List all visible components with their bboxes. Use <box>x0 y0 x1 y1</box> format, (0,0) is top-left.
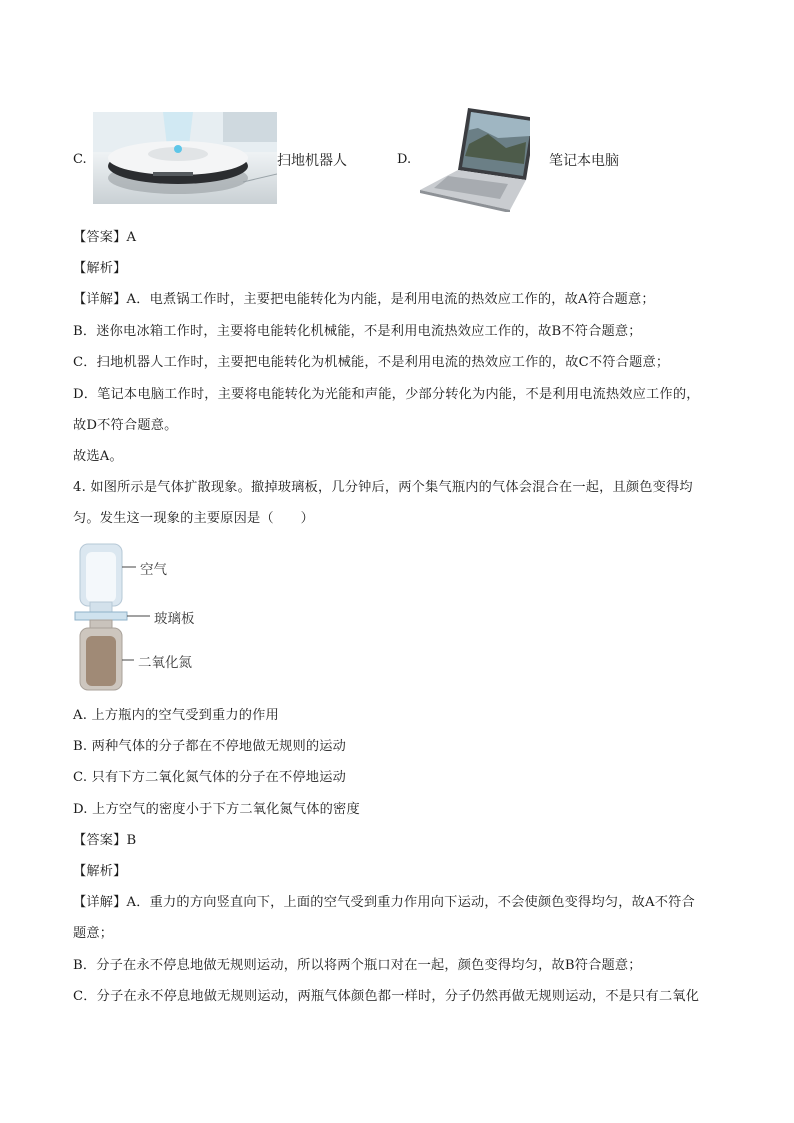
q4-detail-line: 【详解】A．重力的方向竖直向下，上面的空气受到重力作用向下运动，不会使颜色变得均匀，故A不符合 <box>73 895 695 910</box>
q3-detail-line: 故选A。 <box>73 449 123 464</box>
option-d-letter: D. <box>397 152 412 167</box>
q3-detail-line: 【详解】A．电煮锅工作时，主要把电能转化为内能，是利用电流的热效应工作的，故A符合题意； <box>73 292 655 307</box>
robot-vacuum-image <box>93 112 277 204</box>
q3-detail-line: 故D不符合题意。 <box>73 418 178 433</box>
q4-option-d: D. 上方空气的密度小于下方二氧化氮气体的密度 <box>73 802 360 817</box>
q3-detail-line: D．笔记本电脑工作时，主要将电能转化为光能和声能，少部分转化为内能，不是利用电流热效应工作的， <box>73 387 700 402</box>
q4-stem-line: 匀。发生这一现象的主要原因是（ ） <box>73 511 314 526</box>
label-air: 空气 <box>140 562 167 578</box>
laptop-image <box>418 104 530 212</box>
q3-detail-line: B．迷你电冰箱工作时，主要将电能转化机械能，不是利用电流热效应工作的，故B不符合题意； <box>73 324 642 339</box>
q3-detail-line: C．扫地机器人工作时，主要把电能转化为机械能，不是利用电流的热效应工作的，故C不符合题意； <box>73 355 670 370</box>
q4-detail-line: B．分子在永不停息地做无规则运动，所以将两个瓶口对在一起，颜色变得均匀，故B符合题意； <box>73 958 642 973</box>
q4-option-c: C. 只有下方二氧化氮气体的分子在不停地运动 <box>73 770 346 785</box>
q4-option-b: B. 两种气体的分子都在不停地做无规则的运动 <box>73 739 347 754</box>
label-nitrogen-dioxide: 二氧化氮 <box>138 655 192 671</box>
option-c-letter: C. <box>73 152 87 167</box>
q3-analysis-heading: 【解析】 <box>73 261 127 276</box>
option-c-label: 扫地机器人 <box>277 153 347 169</box>
q4-stem-line: 4. 如图所示是气体扩散现象。撤掉玻璃板，几分钟后，两个集气瓶内的气体会混合在一起，且颜色变得均 <box>73 480 693 495</box>
gas-diffusion-diagram <box>70 540 270 700</box>
q4-analysis-heading: 【解析】 <box>73 864 127 879</box>
q4-detail-line: 题意； <box>73 926 114 941</box>
q4-answer: 【答案】B <box>73 833 137 848</box>
option-d-label: 笔记本电脑 <box>549 153 619 169</box>
q4-detail-line: C．分子在永不停息地做无规则运动，两瓶气体颜色都一样时，分子仍然再做无规则运动，不是只有二氧化 <box>73 989 700 1004</box>
q4-option-a: A. 上方瓶内的空气受到重力的作用 <box>73 708 279 723</box>
q3-answer: 【答案】A <box>73 230 137 245</box>
label-glass-plate: 玻璃板 <box>154 611 195 627</box>
